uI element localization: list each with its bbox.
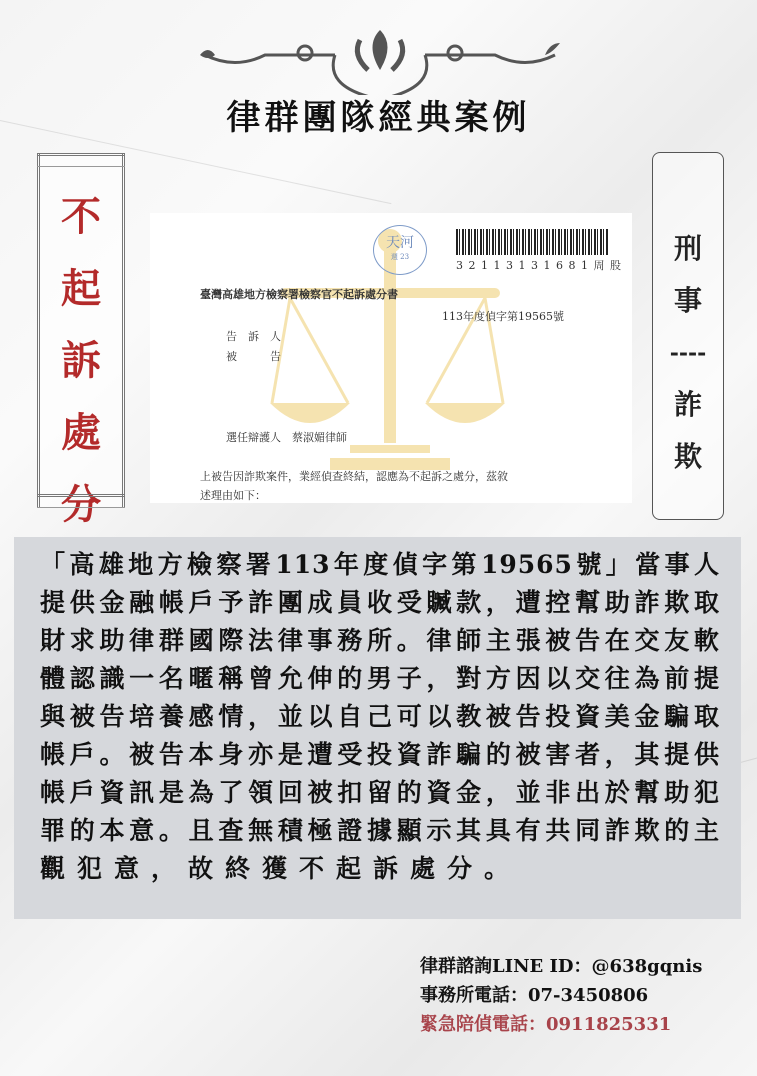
document-body-line: 上被告因詐欺案件，業經偵查終結，認應為不起訴之處分，茲敘 — [200, 470, 508, 483]
summary-line: 「高雄地方檢察署113年度偵字第19565號」當事人 — [40, 550, 720, 579]
defense-counsel: 選任辯護人 蔡淑媚律師 — [226, 431, 347, 444]
contact-info — [420, 952, 702, 1039]
document-body-line: 述理由如下： — [200, 489, 266, 502]
summary-line: 帳戶資訊是為了領回被扣留的資金，並非出於幫助犯 — [40, 778, 720, 807]
summary-line: 帳戶。被告本身亦是遭受投資詐騙的被害者，其提供 — [40, 740, 720, 769]
case-type-char: 詐 — [673, 388, 702, 421]
case-type-char: 欺 — [673, 440, 702, 473]
case-summary — [14, 537, 741, 919]
defendant-label: 被 告 — [226, 350, 281, 363]
document-heading: 臺灣高雄地方檢察署檢察官不起訴處分書 — [200, 288, 398, 301]
banner-char: 不 — [61, 193, 101, 240]
case-type-char: 刑 — [673, 232, 702, 265]
summary-line: 財求助律群國際法律事務所。律師主張被告在交友軟 — [40, 626, 720, 655]
case-type-banner — [652, 152, 724, 520]
summary-line: 提供金融帳戶予詐團成員收受贓款，遭控幫助詐欺取 — [40, 588, 720, 617]
left-banner — [37, 153, 125, 528]
complainant-label: 告 訴 人 — [226, 330, 281, 343]
case-type-char: 事 — [673, 284, 702, 317]
ornament-icon — [195, 25, 565, 95]
summary-line: 與被告培養感情，並以自己可以教被告投資美金騙取 — [40, 702, 720, 731]
document-image — [150, 213, 632, 503]
urgent-phone: 緊急陪偵電話：0911825331 — [420, 1014, 672, 1035]
page-title: 律群團隊經典案例 — [226, 98, 531, 138]
case-type-divider: ---- — [669, 340, 707, 366]
banner-char: 分 — [61, 481, 101, 528]
banner-char: 處 — [61, 409, 101, 456]
barcode — [456, 229, 608, 255]
summary-line: 體認識一名暱稱曾允伸的男子，對方因以交往為前提 — [40, 664, 720, 693]
line-id: 律群諮詢LINE ID：@638gqnis — [420, 956, 703, 977]
barcode-number: 3 2 1 1 3 1 3 1 6 8 1 周 股 — [456, 259, 622, 272]
stamp-text: 天河 — [386, 235, 414, 251]
office-phone: 事務所電話：07-3450806 — [420, 985, 649, 1006]
summary-line: 觀犯意，故終獲不起訴處分。 — [40, 854, 522, 883]
case-number: 113年度偵字第19565號 — [442, 310, 564, 323]
summary-line: 罪的本意。且查無積極證據顯示其具有共同詐欺的主 — [40, 816, 720, 845]
stamp — [373, 225, 427, 275]
banner-char: 起 — [61, 265, 101, 312]
banner-char: 訴 — [61, 337, 101, 384]
stamp-date: 週 23 — [390, 253, 410, 261]
